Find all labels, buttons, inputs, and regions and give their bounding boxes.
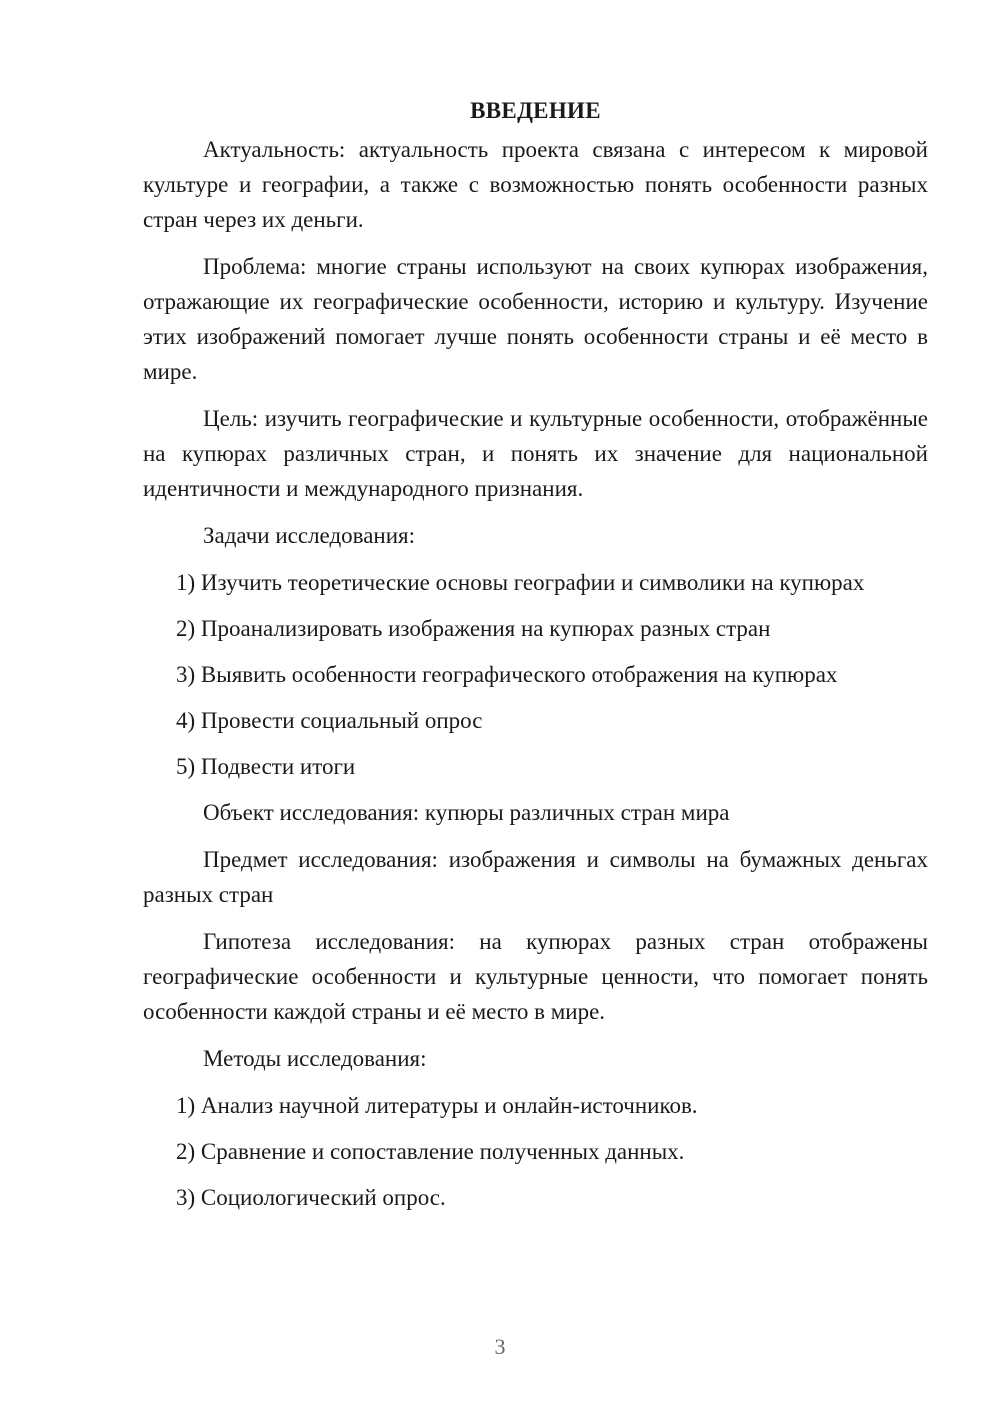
method-item: 2) Сравнение и сопоставление полученных данных. [176,1139,685,1164]
page-number: 3 [494,1334,506,1359]
task-item: 2) Проанализировать изображения на купюрах разных стран [176,616,771,641]
object-paragraph: Объект исследования: купюры различных стран мира [203,800,730,825]
relevance-paragraph: Актуальность: актуальность проекта связана с интересом к мировой культуре и географии, а также с возможностью понять особенности разных стран через их деньги. [143,137,928,232]
hypothesis-paragraph: Гипотеза исследования: на купюрах разных стран отображены географические особенности и культурные ценности, что помогает понять особенности каждой страны и её место в мире. [143,929,928,1024]
method-item: 3) Социологический опрос. [176,1185,446,1210]
problem-paragraph: Проблема: многие страны используют на своих купюрах изображения, отражающие их географические особенности, историю и культуру. Изучение этих изображений помогает лучше понять особенности страны и её место в мире. [143,254,928,384]
task-item: 5) Подвести итоги [176,754,356,779]
page-content [143,94,928,1226]
task-item: 1) Изучить теоретические основы географии и символики на купюрах [176,570,865,595]
tasks-heading: Задачи исследования: [203,523,416,548]
method-item: 1) Анализ научной литературы и онлайн-источников. [176,1093,698,1118]
methods-heading: Методы исследования: [203,1046,427,1071]
task-item: 3) Выявить особенности географического отображения на купюрах [176,662,838,687]
subject-paragraph: Предмет исследования: изображения и символы на бумажных деньгах разных стран [143,847,928,907]
goal-paragraph: Цель: изучить географические и культурные особенности, отображённые на купюрах различных стран, и понять их значение для национальной идентичности и международного признания. [143,406,928,501]
page-title: ВВЕДЕНИЕ [470,98,601,123]
task-item: 4) Провести социальный опрос [176,708,483,733]
